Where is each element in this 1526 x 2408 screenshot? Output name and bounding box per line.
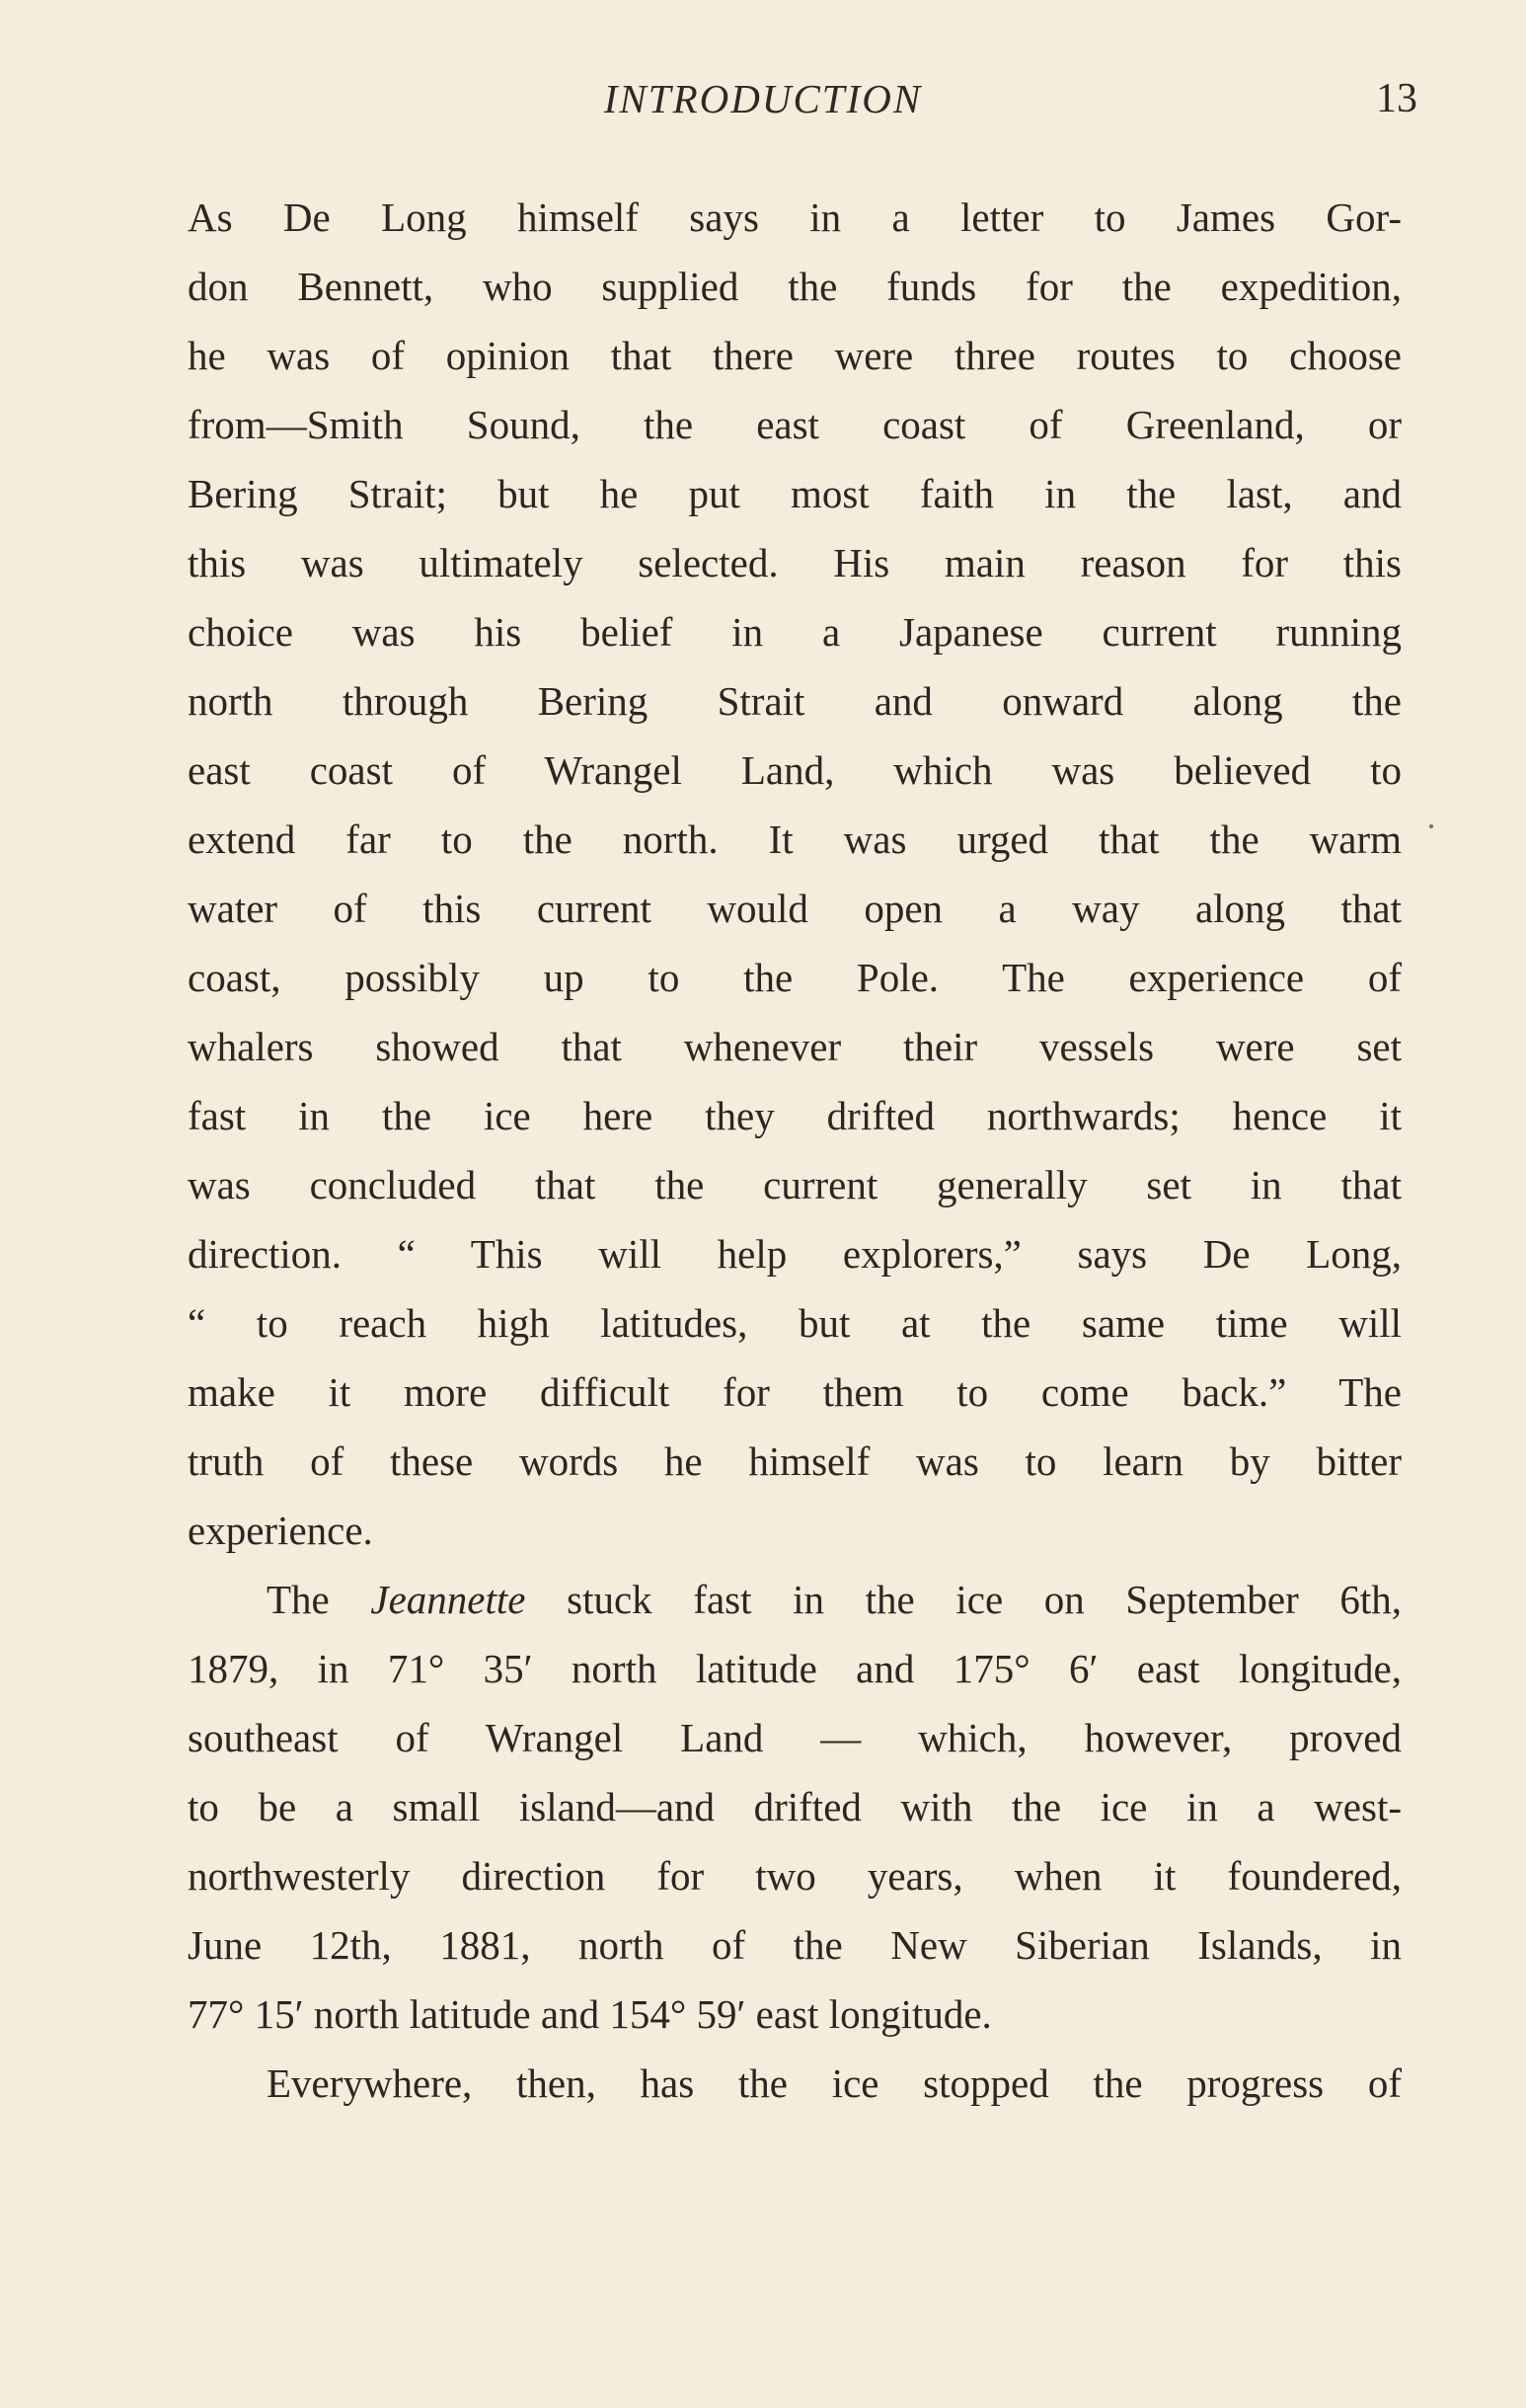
text-line: southeast of Wrangel Land — which, however, proved <box>188 1715 1402 1760</box>
text-line: east coast of Wrangel Land, which was believed to <box>188 747 1402 793</box>
text-line: make it more difficult for them to come back.” The <box>188 1369 1402 1415</box>
text-line: he was of opinion that there were three routes to choose <box>188 333 1402 378</box>
text-line: was concluded that the current generally set in that <box>188 1162 1402 1207</box>
text-line: water of this current would open a way along that <box>188 886 1402 931</box>
text-line: As De Long himself says in a letter to James Gor- <box>188 194 1402 240</box>
text-line: choice was his belief in a Japanese current running <box>188 609 1402 655</box>
text-line: fast in the ice here they drifted northwards; hence it <box>188 1093 1402 1138</box>
body-text <box>188 183 1402 2118</box>
text-line: June 12th, 1881, north of the New Siberian Islands, in <box>188 1922 1402 1968</box>
text-line: direction. “ This will help explorers,” says De Long, <box>188 1231 1402 1277</box>
running-title: INTRODUCTION <box>603 76 923 121</box>
text-line: whalers showed that whenever their vessels were set <box>188 1024 1402 1069</box>
text-line: from—Smith Sound, the east coast of Greenland, or <box>188 402 1402 447</box>
text-line: north through Bering Strait and onward along the <box>188 678 1402 724</box>
paragraph-start-line: Everywhere, then, has the ice stopped the progress of <box>267 2060 1402 2106</box>
running-head <box>0 69 1526 138</box>
text-line: northwesterly direction for two years, when it foundered, <box>188 1853 1402 1899</box>
text-line: truth of these words he himself was to learn by bitter <box>188 1438 1402 1484</box>
text-line: 1879, in 71° 35′ north latitude and 175° 6′ east longitude, <box>188 1646 1402 1691</box>
text-line: to be a small island—and drifted with the ice in a west- <box>188 1784 1402 1829</box>
text-line: this was ultimately selected. His main reason for this <box>188 540 1402 585</box>
text-line: Bering Strait; but he put most faith in the last, and <box>188 471 1402 516</box>
text-line: “ to reach high latitudes, but at the same time will <box>188 1300 1402 1346</box>
text-fragment: stuck fast in the ice on September 6th, <box>567 1577 1403 1622</box>
text-line: extend far to the north. It was urged that the warm <box>188 816 1402 862</box>
page-number: 13 <box>1376 76 1417 121</box>
text-line: don Bennett, who supplied the funds for the expedition, <box>188 264 1402 309</box>
text-fragment: The <box>267 1577 330 1622</box>
text-line: experience. <box>188 1508 373 1553</box>
text-line: 77° 15′ north latitude and 154° 59′ east longitude. <box>188 1991 992 2037</box>
paragraph-start-line <box>188 1565 1402 1634</box>
ink-speck <box>1429 824 1433 828</box>
text-line: coast, possibly up to the Pole. The experience of <box>188 955 1402 1000</box>
ship-name: Jeannette <box>370 1577 526 1622</box>
